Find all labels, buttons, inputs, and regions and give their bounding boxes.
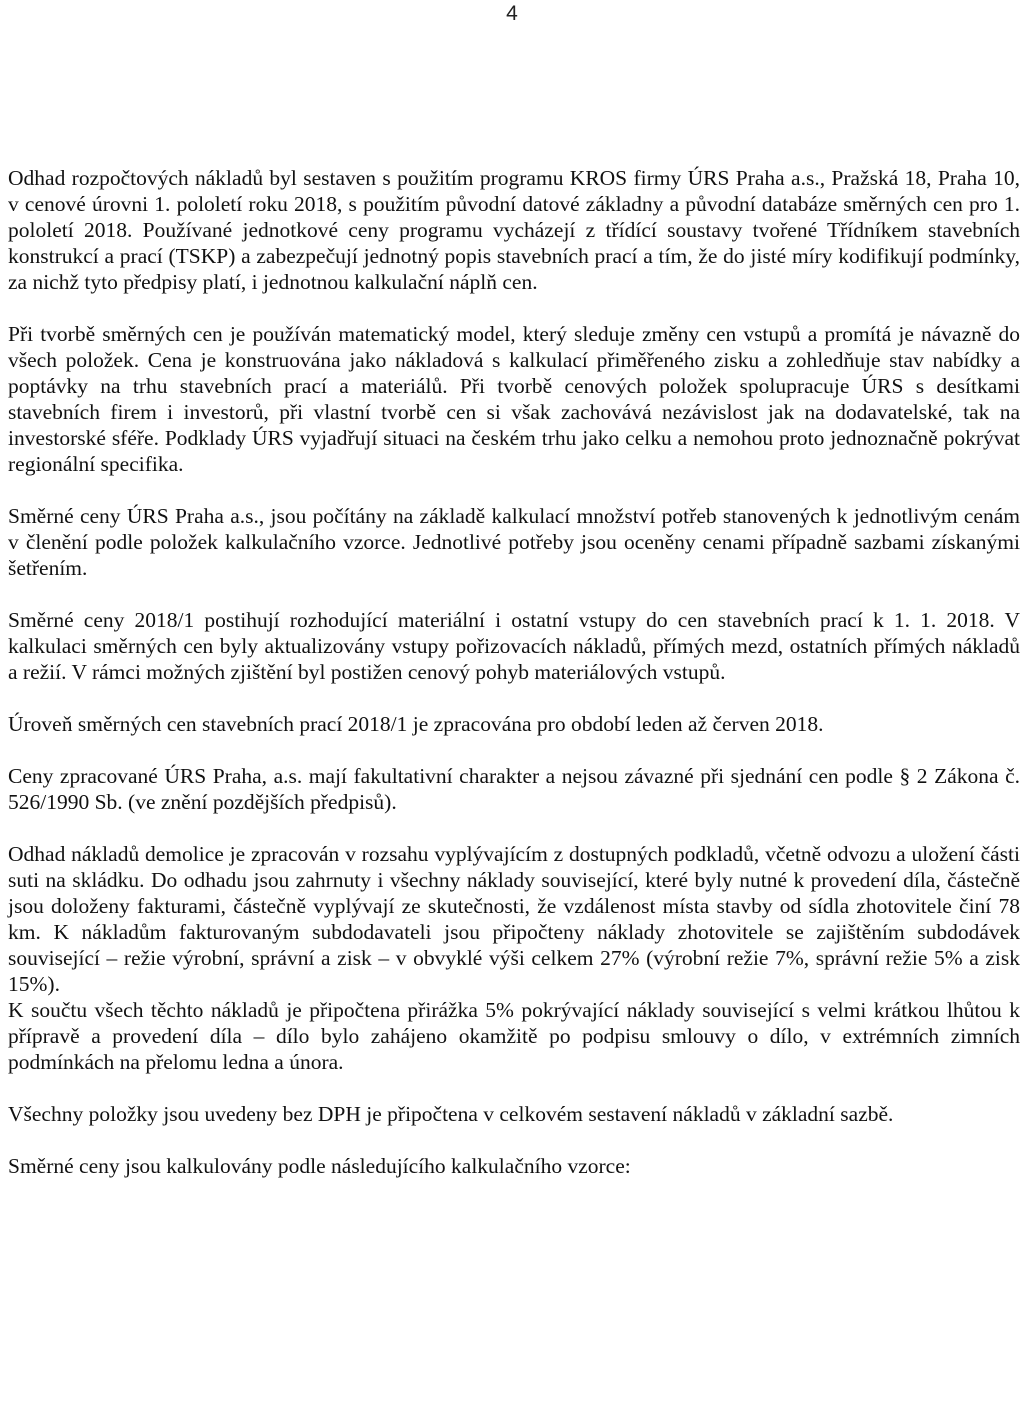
document-body	[8, 165, 1020, 1205]
page-number: 4	[506, 2, 518, 25]
paragraph-calculation-formula-intro: Směrné ceny jsou kalkulovány podle následujícího kalkulačního vzorce:	[8, 1154, 631, 1178]
paragraph-price-level-2018: Směrné ceny 2018/1 postihují rozhodující materiální i ostatní vstupy do cen stavebních prací k 1. 1. 2018. V kalkulaci směrných cen byly aktualizovány vstupy pořizovacích nákladů, přímých mezd, ostatních přímých nákladů a režií. V rámci možných zjištění byl postižen cenový pohyb materiálových vstupů.	[8, 608, 1020, 684]
paragraph-vat-note: Všechny položky jsou uvedeny bez DPH je připočtena v celkovém sestavení nákladů v základní sazbě.	[8, 1102, 894, 1126]
paragraph-price-period: Úroveň směrných cen stavebních prací 2018/1 je zpracována pro období leden až červen 2018.	[8, 712, 824, 736]
paragraph-kros-estimate: Odhad rozpočtových nákladů byl sestaven s použitím programu KROS firmy ÚRS Praha a.s., Pražská 18, Praha 10, v cenové úrovni 1. pololetí roku 2018, s použitím původní datové základny a původní databáze směrných cen pro 1. pololetí 2018. Používané jednotkové ceny programu vycházejí z třídící soustavy tvořené Třídníkem stavebních konstrukcí a prací (TSKP) a zabezpečují jednotný popis stavebních prací a tím, že do jisté míry kodifikují podmínky, za nichž tyto předpisy platí, i jednotnou kalkulační náplň cen.	[8, 166, 1020, 294]
paragraph-calculation-basis: Směrné ceny ÚRS Praha a.s., jsou počítány na základě kalkulací množství potřeb stanovených k jednotlivým cenám v členění podle položek kalkulačního vzorce. Jednotlivé potřeby jsou oceněny cenami případně sazbami získanými šetřením.	[8, 504, 1020, 580]
paragraph-surcharge: K součtu všech těchto nákladů je připočtena přirážka 5% pokrývající náklady související s velmi krátkou lhůtou k přípravě a provedení díla – dílo bylo zahájeno okamžitě po podpisu smlouvy o dílo, v extrémních zimních podmínkách na přelomu ledna a února.	[8, 998, 1020, 1074]
paragraph-demolition-costs: Odhad nákladů demolice je zpracován v rozsahu vyplývajícím z dostupných podkladů, včetně odvozu a uložení části suti na skládku. Do odhadu jsou zahrnuty i všechny náklady související, které byly nutné k provedení díla, částečně jsou doloženy fakturami, částečně vyplývají ze skutečnosti, že vzdálenost místa stavby od sídla zhotovitele činí 78 km. K nákladům fakturovaným subdodavateli jsou připočteny náklady zhotovitele se zajištěním subdodávek související – režie výrobní, správní a zisk – v obvyklé výši celkem 27% (výrobní režie 7%, správní režie 5% a zisk 15%).	[8, 842, 1020, 996]
paragraph-price-model: Při tvorbě směrných cen je používán matematický model, který sleduje změny cen vstupů a promítá je návazně do všech položek. Cena je konstruována jako nákladová s kalkulací přiměřeného zisku a zohledňuje stav nabídky a poptávky na trhu stavebních prací a materiálů. Při tvorbě cenových položek spolupracuje ÚRS s desítkami stavebních firem i investorů, při vlastní tvorbě cen si však zachovává nezávislost jak na dodavatelské, tak na investorské sféře. Podklady ÚRS vyjadřují situaci na českém trhu jako celku a nemohou proto jednoznačně pokrývat regionální specifika.	[8, 322, 1020, 476]
paragraph-legal-character: Ceny zpracované ÚRS Praha, a.s. mají fakultativní charakter a nejsou závazné při sjednání cen podle § 2 Zákona č. 526/1990 Sb. (ve znění pozdějších předpisů).	[8, 764, 1020, 814]
